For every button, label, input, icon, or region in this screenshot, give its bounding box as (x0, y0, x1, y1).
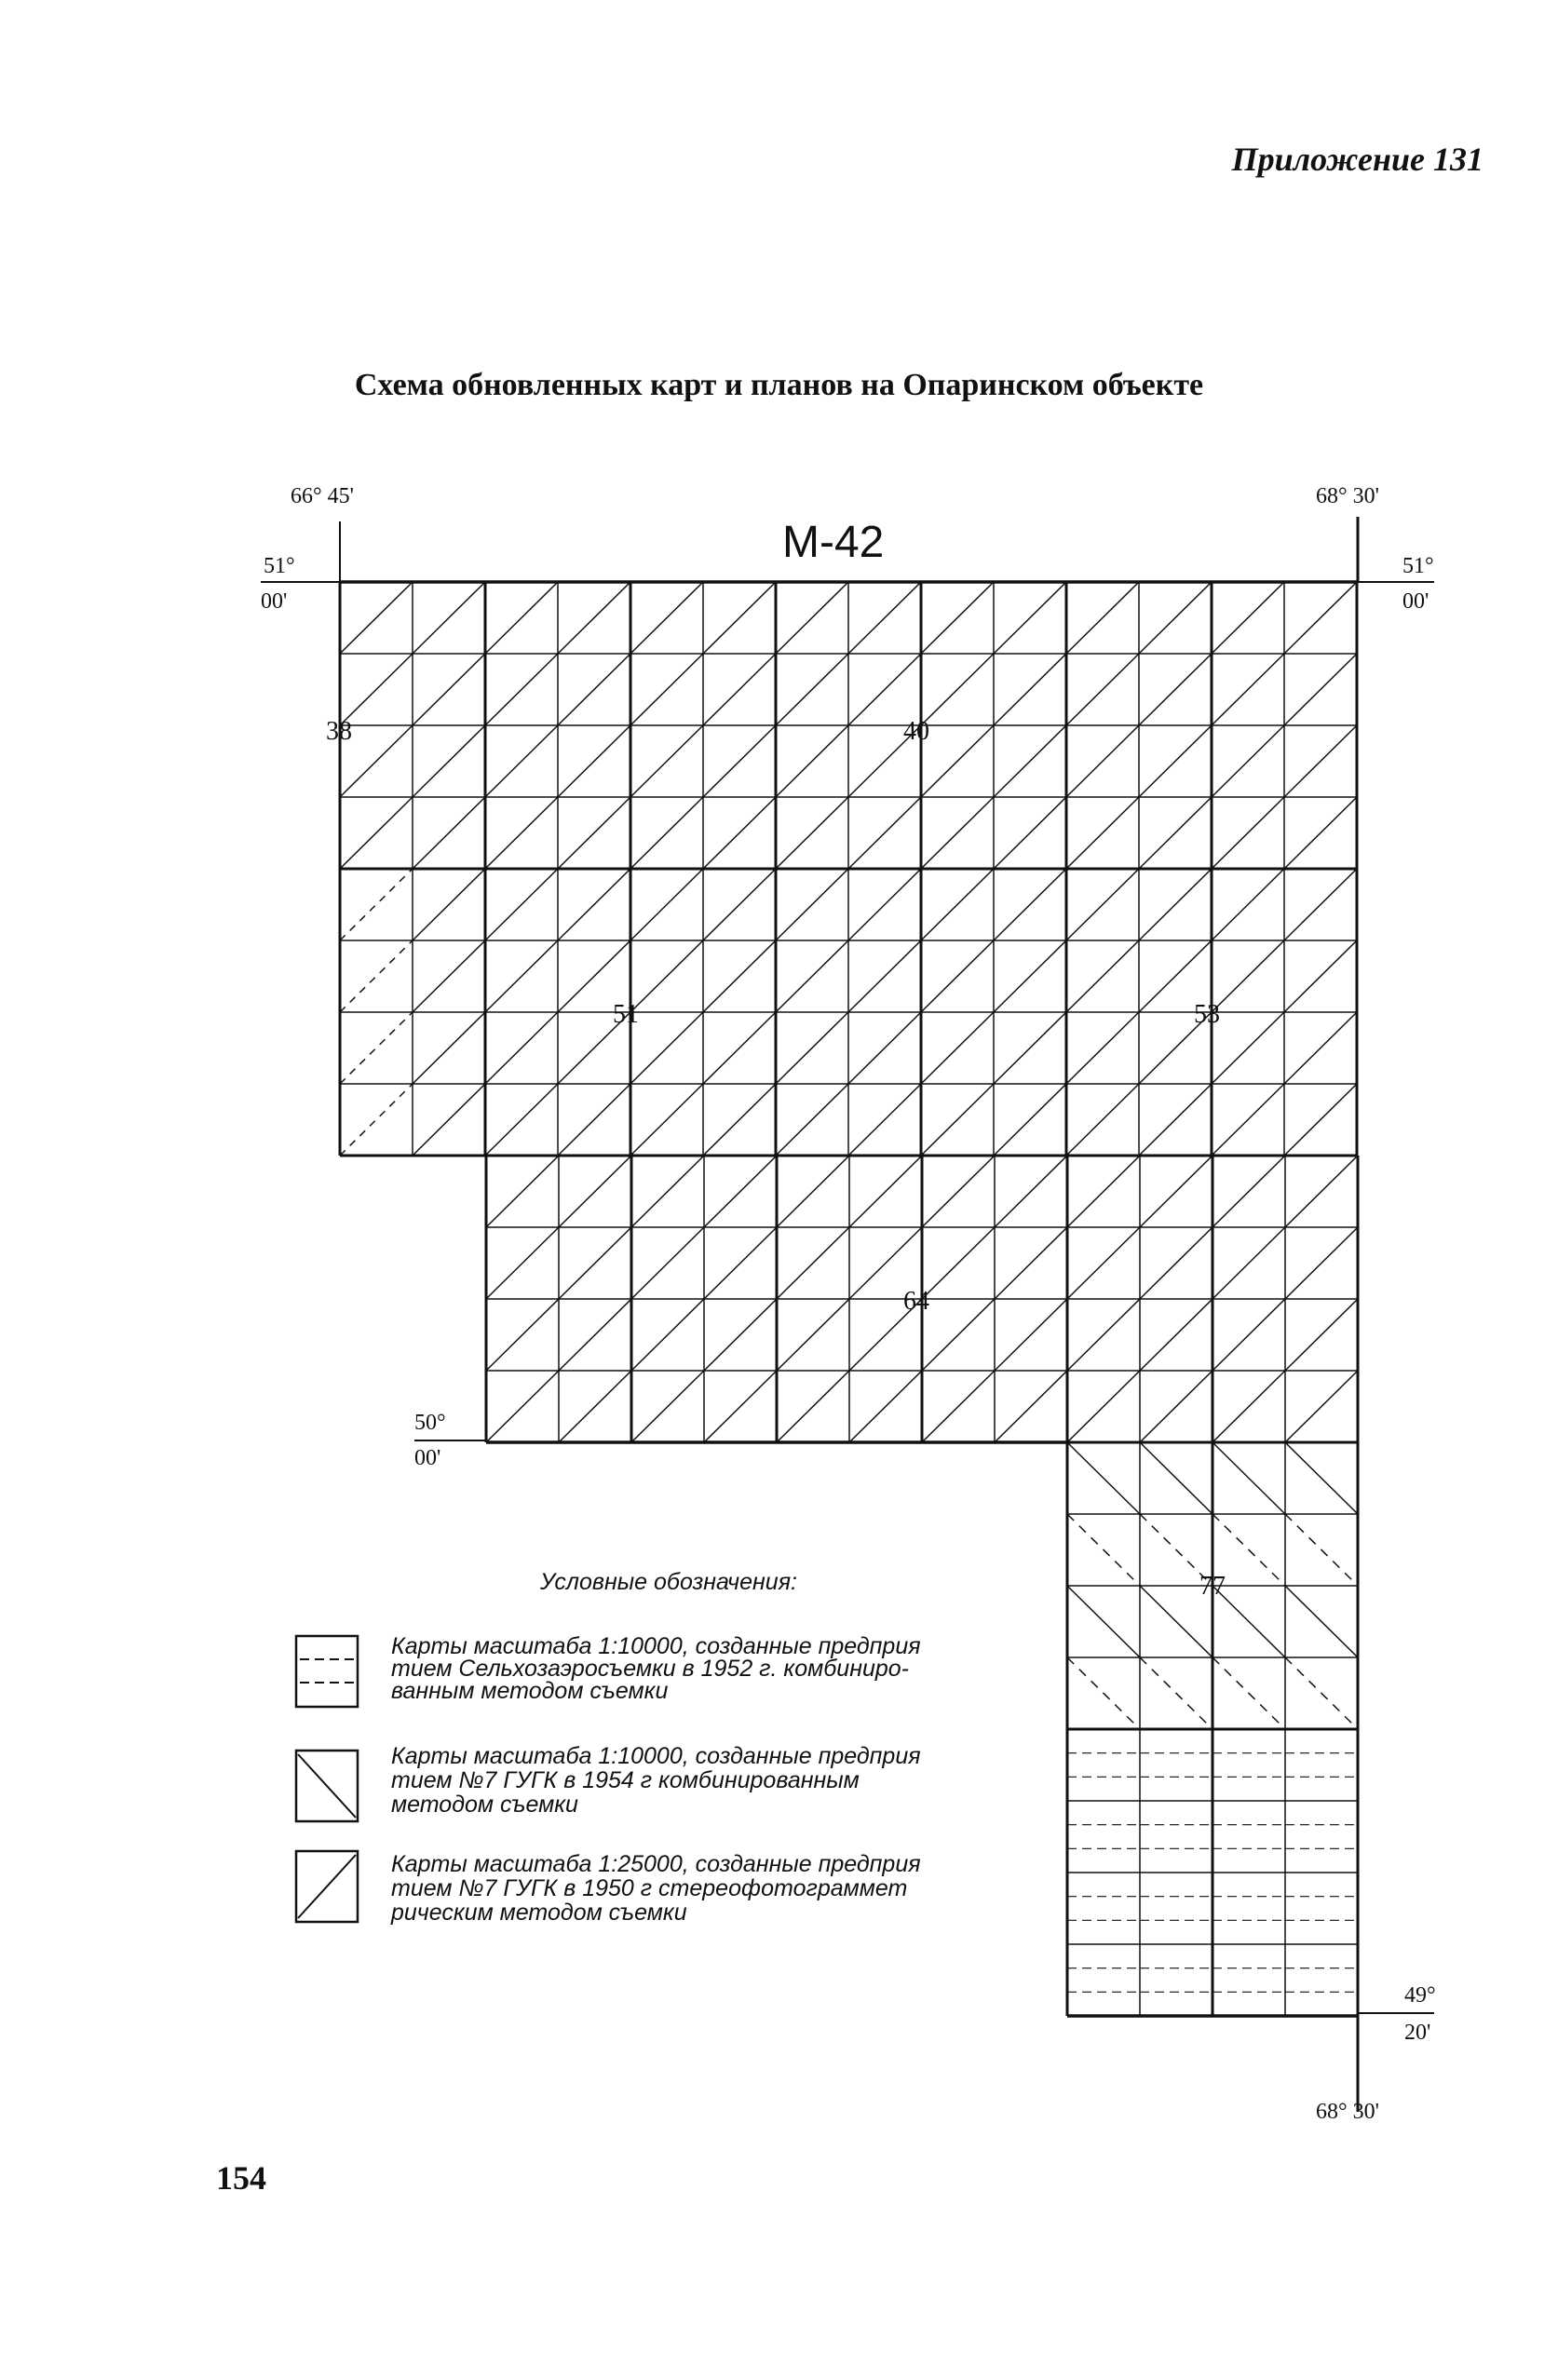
legend-3-line-1: Карты масштаба 1:25000, созданные предприя (391, 1851, 921, 1877)
cell-hatch (413, 654, 485, 725)
cell-hatch (1067, 1657, 1140, 1729)
cell-hatch (485, 582, 558, 654)
coord-lat50-deg: 50° (414, 1411, 446, 1435)
cell-hatch (994, 725, 1066, 797)
cell-hatch (1139, 1084, 1212, 1156)
cell-hatch (630, 869, 703, 940)
cell-hatch (848, 1012, 921, 1084)
cell-hatch (777, 1371, 849, 1442)
cell-hatch (1285, 1156, 1358, 1227)
cell-hatch (1066, 869, 1139, 940)
legend-title: Условные обозначения: (540, 1569, 797, 1595)
legend-2-line-1: Карты масштаба 1:10000, созданные предприя (391, 1743, 921, 1769)
scheme-title: Схема обновленных карт и планов на Опаринском объекте (354, 368, 1204, 402)
cell-hatch (340, 797, 413, 869)
cell-hatch (704, 1299, 777, 1371)
cell-hatch (1139, 725, 1212, 797)
cell-hatch (340, 1012, 413, 1084)
cell-hatch (776, 869, 848, 940)
cell-hatch (340, 940, 413, 1012)
cell-hatch (995, 1156, 1067, 1227)
cell-hatch (1284, 725, 1357, 797)
cell-hatch (704, 1156, 777, 1227)
cell-hatch (1066, 797, 1139, 869)
cell-hatch (703, 797, 776, 869)
cell-hatch (776, 725, 848, 797)
legend-swatch-line (298, 1855, 356, 1918)
cell-hatch (630, 1012, 703, 1084)
cell-hatch (1213, 1227, 1285, 1299)
cell-hatch (1212, 869, 1284, 940)
sheet-label: М-42 (782, 518, 885, 567)
cell-hatch (776, 940, 848, 1012)
cell-hatch (921, 654, 994, 725)
cell-hatch (849, 1156, 922, 1227)
cell-hatch (1285, 1442, 1358, 1514)
cell-hatch (1213, 1299, 1285, 1371)
legend-2-line-3: методом съемки (391, 1792, 578, 1818)
page-header: Приложение 131 (1231, 141, 1483, 178)
cell-hatch (1213, 1442, 1285, 1514)
cell-hatch (1066, 1084, 1139, 1156)
cell-hatch (848, 1084, 921, 1156)
cell-hatch (776, 797, 848, 869)
cell-hatch (631, 1299, 704, 1371)
cell-hatch (559, 1227, 631, 1299)
legend-2-line-2: тием №7 ГУГК в 1954 г комбинированным (391, 1767, 860, 1793)
cell-hatch (995, 1299, 1067, 1371)
cell-hatch (340, 654, 413, 725)
cell-hatch (922, 1156, 995, 1227)
legend-1-line-2: тием Сельхозаэросъемки в 1952 г. комбиниро- (391, 1656, 909, 1682)
cell-hatch (995, 1371, 1067, 1442)
cell-hatch (630, 725, 703, 797)
cell-hatch (1212, 582, 1284, 654)
sheet-number-64: 64 (903, 1287, 929, 1316)
legend-3-line-3: рическим методом съемки (391, 1900, 687, 1926)
cell-hatch (1139, 582, 1212, 654)
cell-hatch (631, 1371, 704, 1442)
cell-hatch (703, 1084, 776, 1156)
cell-hatch (558, 797, 630, 869)
coord-right-lat-deg: 51° (1402, 554, 1434, 578)
cell-hatch (776, 1012, 848, 1084)
cell-hatch (1139, 797, 1212, 869)
cell-hatch (485, 654, 558, 725)
cell-hatch (1067, 1371, 1140, 1442)
cell-hatch (559, 1299, 631, 1371)
page-number: 154 (216, 2159, 266, 2197)
cell-hatch (777, 1299, 849, 1371)
cell-hatch (631, 1156, 704, 1227)
cell-hatch (630, 1084, 703, 1156)
cell-hatch (630, 940, 703, 1012)
coord-tl-lon: 66° 45' (291, 484, 354, 508)
cell-hatch (1212, 797, 1284, 869)
legend-1-line-3: ванным методом съемки (391, 1678, 669, 1704)
cell-hatch (703, 725, 776, 797)
cell-hatch (630, 654, 703, 725)
cell-hatch (413, 869, 485, 940)
cell-hatch (921, 797, 994, 869)
cell-hatch (413, 725, 485, 797)
cell-hatch (921, 940, 994, 1012)
cell-hatch (922, 1227, 995, 1299)
sheet-number-77: 77 (1199, 1572, 1226, 1601)
cell-hatch (1213, 1156, 1285, 1227)
cell-hatch (1067, 1227, 1140, 1299)
cell-hatch (1284, 797, 1357, 869)
cell-hatch (1140, 1657, 1213, 1729)
cell-hatch (848, 654, 921, 725)
cell-hatch (994, 797, 1066, 869)
cell-hatch (1067, 1156, 1140, 1227)
cell-hatch (849, 1371, 922, 1442)
cell-hatch (1067, 1586, 1140, 1657)
cell-hatch (1212, 654, 1284, 725)
cell-hatch (777, 1227, 849, 1299)
cell-hatch (994, 1084, 1066, 1156)
legend-swatch-line (298, 1754, 356, 1818)
cell-hatch (1067, 1442, 1140, 1514)
cell-hatch (1067, 1299, 1140, 1371)
cell-hatch (922, 1299, 995, 1371)
legend-swatch-dashed (296, 1636, 358, 1707)
cell-hatch (1285, 1371, 1358, 1442)
cell-hatch (1066, 582, 1139, 654)
cell-hatch (1213, 1657, 1285, 1729)
cell-hatch (704, 1227, 777, 1299)
cell-hatch (921, 869, 994, 940)
cell-hatch (776, 1084, 848, 1156)
legend-3-line-2: тием №7 ГУГК в 1950 г стереофотограммет (391, 1875, 908, 1901)
cell-hatch (921, 1012, 994, 1084)
cell-hatch (1140, 1156, 1213, 1227)
cell-hatch (1066, 725, 1139, 797)
cell-hatch (630, 582, 703, 654)
coord-tr-lon: 68° 30' (1316, 484, 1379, 508)
cell-hatch (485, 725, 558, 797)
cell-hatch (704, 1371, 777, 1442)
cell-hatch (1285, 1657, 1358, 1729)
cell-hatch (485, 869, 558, 940)
coord-right-lat-min: 00' (1402, 589, 1429, 614)
cell-hatch (921, 1084, 994, 1156)
cell-hatch (559, 1371, 631, 1442)
cell-hatch (995, 1227, 1067, 1299)
cell-hatch (1212, 1084, 1284, 1156)
cell-hatch (485, 797, 558, 869)
cell-hatch (921, 582, 994, 654)
cell-hatch (1212, 725, 1284, 797)
cell-hatch (1139, 869, 1212, 940)
coord-left-lat-min: 00' (261, 589, 288, 614)
cell-hatch (558, 654, 630, 725)
cell-hatch (994, 654, 1066, 725)
cell-hatch (413, 1012, 485, 1084)
cell-hatch (994, 582, 1066, 654)
cell-hatch (1285, 1514, 1358, 1586)
cell-hatch (1285, 1227, 1358, 1299)
legend-swatches (296, 1636, 358, 1922)
cell-hatch (340, 869, 413, 940)
sheet-number-40: 40 (903, 717, 929, 746)
cell-hatch (558, 1084, 630, 1156)
cell-hatch (1140, 1227, 1213, 1299)
cell-hatch (1140, 1299, 1213, 1371)
cell-hatch (485, 1084, 558, 1156)
cell-hatch (485, 1012, 558, 1084)
cell-hatch (848, 582, 921, 654)
cell-hatch (486, 1371, 559, 1442)
cell-hatch (413, 940, 485, 1012)
coord-lat49-deg: 49° (1404, 1983, 1436, 2008)
cell-hatch (703, 940, 776, 1012)
cell-hatch (703, 1012, 776, 1084)
cell-hatch (703, 869, 776, 940)
legend-1-line-1: Карты масштаба 1:10000, созданные предприя (391, 1633, 921, 1659)
cell-hatch (558, 582, 630, 654)
cell-hatch (413, 797, 485, 869)
cell-hatch (340, 582, 413, 654)
cell-hatch (777, 1156, 849, 1227)
cell-hatch (1284, 582, 1357, 654)
coord-left-lat-deg: 51° (264, 554, 295, 578)
cell-hatch (413, 1084, 485, 1156)
sheet-number-53: 53 (1194, 1000, 1220, 1029)
cell-hatch (559, 1156, 631, 1227)
cell-hatch (631, 1227, 704, 1299)
cell-hatch (776, 582, 848, 654)
cell-hatch (776, 654, 848, 725)
cell-hatch (994, 869, 1066, 940)
cell-hatch (1284, 654, 1357, 725)
cell-hatch (1140, 1371, 1213, 1442)
cell-hatch (1140, 1442, 1213, 1514)
cell-hatch (1284, 1012, 1357, 1084)
cell-hatch (1066, 1012, 1139, 1084)
coord-lat49-min: 20' (1404, 2021, 1431, 2045)
cell-hatch (485, 940, 558, 1012)
cell-hatch (630, 797, 703, 869)
cell-hatch (921, 725, 994, 797)
cell-hatch (1213, 1371, 1285, 1442)
cell-hatch (848, 940, 921, 1012)
cell-hatch (848, 797, 921, 869)
cell-hatch (922, 1371, 995, 1442)
cell-hatch (994, 1012, 1066, 1084)
cell-hatch (703, 654, 776, 725)
cell-hatch (558, 869, 630, 940)
cell-hatch (340, 1084, 413, 1156)
cell-hatch (1284, 1084, 1357, 1156)
cell-hatch (1284, 869, 1357, 940)
cell-hatch (413, 582, 485, 654)
cell-hatch (1212, 1012, 1284, 1084)
cell-hatch (1067, 1514, 1140, 1586)
cell-hatch (1285, 1586, 1358, 1657)
cell-hatch (1212, 940, 1284, 1012)
coord-bottom-lon: 68° 30' (1316, 2100, 1379, 2124)
sheet-number-51: 51 (613, 1000, 639, 1029)
cell-hatch (486, 1227, 559, 1299)
cell-hatch (486, 1299, 559, 1371)
cell-hatch (486, 1156, 559, 1227)
cell-hatch (703, 582, 776, 654)
sheet-number-38: 38 (326, 717, 352, 746)
cell-hatch (1284, 940, 1357, 1012)
cell-hatch (1066, 654, 1139, 725)
cell-hatch (1139, 654, 1212, 725)
cell-hatch (558, 725, 630, 797)
cell-hatch (1285, 1299, 1358, 1371)
cell-hatch (848, 869, 921, 940)
cell-hatch (994, 940, 1066, 1012)
cell-hatch (1066, 940, 1139, 1012)
coord-lat50-min: 00' (414, 1446, 441, 1470)
